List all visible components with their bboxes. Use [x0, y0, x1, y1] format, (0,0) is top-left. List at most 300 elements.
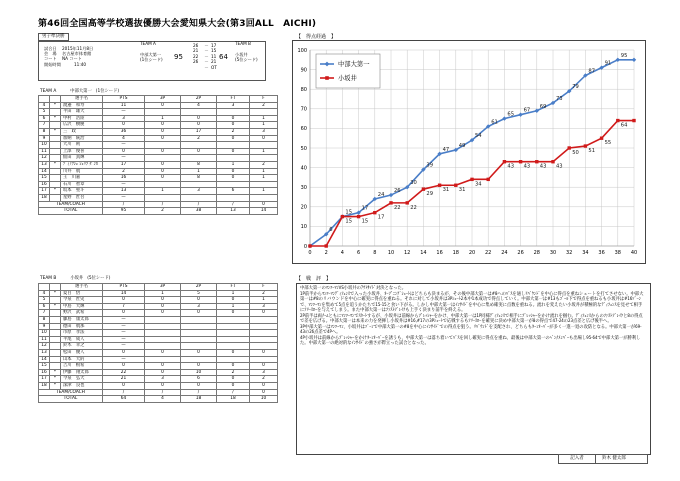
- points: 4: [103, 135, 145, 142]
- player-number: 5: [39, 109, 50, 116]
- coach-row-value: /: [217, 389, 250, 396]
- data-point: [584, 144, 587, 147]
- starter-mark: *: [50, 188, 61, 195]
- player-number: 7: [39, 310, 50, 317]
- data-point: [503, 160, 506, 163]
- fouls: 3: [250, 369, 278, 376]
- three-pointers: 0: [145, 102, 181, 109]
- two-pointers: 0: [181, 148, 217, 155]
- player-row: [39, 122, 278, 129]
- data-point: [535, 160, 538, 163]
- data-label: 87: [588, 68, 596, 75]
- player-number: 13: [39, 349, 50, 356]
- data-label: 49: [458, 142, 466, 149]
- x-tick-label: 4: [340, 250, 344, 256]
- points: —: [103, 356, 145, 363]
- two-pointers: [181, 356, 217, 363]
- team-b-seed: (5位シード): [235, 57, 258, 63]
- starter-mark: [50, 155, 61, 162]
- total-row-value: 95: [103, 208, 145, 215]
- team-b-stats-table: [38, 283, 278, 403]
- fouls: 2: [250, 290, 278, 297]
- two-pointers: [181, 336, 217, 343]
- game-summary-text: [300, 286, 646, 347]
- total-row-value: 14: [250, 208, 278, 215]
- data-point: [357, 215, 360, 218]
- starter-mark: [50, 349, 61, 356]
- data-label: 29: [426, 191, 434, 198]
- player-number: 18: [39, 194, 50, 201]
- three-pointers: [145, 330, 181, 337]
- starter-mark: [50, 316, 61, 323]
- two-pointers: 3: [181, 188, 217, 195]
- x-tick-label: 28: [533, 250, 540, 256]
- two-pointers: 0: [181, 349, 217, 356]
- player-row: [39, 303, 278, 310]
- total-row-value: 18: [181, 396, 217, 403]
- starter-mark: *: [50, 382, 61, 389]
- fouls: [250, 330, 278, 337]
- three-pointers: [145, 142, 181, 149]
- two-pointers: [181, 181, 217, 188]
- x-tick-label: 12: [404, 250, 411, 256]
- player-row: [39, 142, 278, 149]
- data-label: 15: [345, 209, 353, 216]
- x-tick-label: 20: [468, 250, 476, 256]
- player-number: 12: [39, 343, 50, 350]
- two-pointers: 0: [181, 115, 217, 122]
- player-row: [39, 168, 278, 175]
- free-throws: 0: [217, 175, 250, 182]
- data-point: [551, 160, 554, 163]
- points: 0: [103, 349, 145, 356]
- player-name: 山本 大的: [61, 356, 103, 363]
- data-label: 91: [604, 60, 612, 67]
- starter-mark: *: [50, 102, 61, 109]
- data-point: [487, 178, 490, 181]
- player-name: 広沢 樹慶: [61, 122, 103, 129]
- player-name: 鈴木 幸之: [61, 343, 103, 350]
- x-tick-label: 16: [436, 250, 443, 256]
- player-row: [39, 194, 278, 201]
- y-tick-label: 100: [297, 47, 307, 54]
- player-name: 平田 雄大: [61, 109, 103, 116]
- player-row: [39, 356, 278, 363]
- starter-mark: [50, 297, 61, 304]
- three-pointers: 0: [145, 297, 181, 304]
- y-tick-label: 70: [300, 106, 307, 113]
- free-throws: 2: [217, 369, 250, 376]
- three-pointers: 0: [145, 148, 181, 155]
- player-name: 平尾 成人: [61, 336, 103, 343]
- team-a-name: 中部大第一: [140, 52, 161, 57]
- player-row: [39, 115, 278, 122]
- data-label: 51: [588, 148, 596, 155]
- coach-row-value: /: [145, 389, 181, 396]
- points: 0: [103, 363, 145, 370]
- data-label: 17: [361, 205, 369, 212]
- data-label: 31: [458, 187, 466, 194]
- match-details: [44, 46, 93, 67]
- points: —: [103, 142, 145, 149]
- player-number: 18: [39, 382, 50, 389]
- free-throws: [217, 323, 250, 330]
- two-pointers: 8: [181, 161, 217, 168]
- two-pointers: 8: [181, 175, 217, 182]
- points: 0: [103, 122, 145, 129]
- player-number: 4: [39, 290, 50, 297]
- col-3p: 3P: [145, 96, 181, 103]
- starter-mark: *: [50, 128, 61, 135]
- player-number: 6: [39, 115, 50, 122]
- fouls: [250, 109, 278, 116]
- points: —: [103, 181, 145, 188]
- legend-label: 中部大第一: [338, 61, 370, 69]
- free-throws: [217, 194, 250, 201]
- player-number: 8: [39, 316, 50, 323]
- header-row: [39, 284, 278, 291]
- col-f: F: [250, 284, 278, 291]
- player-row: [39, 336, 278, 343]
- two-pointers: 4: [181, 102, 217, 109]
- starter-mark: *: [50, 115, 61, 122]
- round-label: 男子準決勝: [38, 33, 69, 41]
- player-number: 5: [39, 297, 50, 304]
- player-row: [39, 323, 278, 330]
- two-pointers: 0: [181, 363, 217, 370]
- player-name: 大川 則: [61, 142, 103, 149]
- y-tick-label: 90: [300, 67, 307, 74]
- coach-row-value: /: [181, 201, 217, 208]
- fouls: [250, 316, 278, 323]
- data-label: 26: [394, 188, 401, 195]
- player-name: 中村 浩陸: [61, 115, 103, 122]
- total-row-value: 13: [217, 208, 250, 215]
- free-throws: [217, 330, 250, 337]
- coach-row-label: TEAM/COACH: [39, 201, 103, 208]
- col-ft: FT: [217, 284, 250, 291]
- player-row: [39, 343, 278, 350]
- free-throws: 2: [217, 128, 250, 135]
- three-pointers: [145, 356, 181, 363]
- free-throws: 0: [217, 363, 250, 370]
- free-throws: [217, 142, 250, 149]
- team-b-section: TEAM B 小坂井 (5位シード): [40, 276, 111, 281]
- data-label: 54: [475, 133, 482, 140]
- data-label: 22: [410, 204, 417, 211]
- player-number: 12: [39, 155, 50, 162]
- free-throws: 1: [217, 303, 250, 310]
- fouls: 0: [250, 310, 278, 317]
- y-tick-label: 30: [300, 185, 307, 191]
- data-point: [632, 119, 635, 122]
- page-title: 第46回全国高等学校選抜優勝大会愛知県大会(第3回ALL AICHI): [38, 19, 317, 29]
- recorder-box: [558, 454, 648, 464]
- free-throws: 0: [217, 135, 250, 142]
- player-row: [39, 297, 278, 304]
- data-label: 30: [410, 180, 417, 187]
- y-tick-label: 50: [300, 145, 307, 152]
- y-tick-label: 20: [300, 204, 307, 211]
- col-player: 選手名: [61, 284, 103, 291]
- player-number: 16: [39, 181, 50, 188]
- data-point: [600, 137, 603, 140]
- data-point: [341, 215, 344, 218]
- coach-row-label: TEAM/COACH: [39, 389, 103, 396]
- two-pointers: 0: [181, 310, 217, 317]
- points: 0: [103, 297, 145, 304]
- total-row-label: TOTAL: [39, 208, 103, 215]
- points: —: [103, 316, 145, 323]
- points: 22: [103, 369, 145, 376]
- coach-row-value: /: [181, 389, 217, 396]
- x-tick-label: 14: [420, 250, 427, 256]
- player-number: 14: [39, 356, 50, 363]
- data-point: [632, 58, 636, 62]
- quarter-2: 21 － 15: [193, 48, 217, 54]
- info-row-venue: 会 場 名古屋市体育館: [44, 51, 92, 57]
- player-name: 渡邉 和寿: [61, 102, 103, 109]
- x-tick-label: 0: [308, 250, 312, 256]
- data-label: 55: [604, 140, 612, 147]
- three-pointers: [145, 109, 181, 116]
- points: 0: [103, 310, 145, 317]
- starter-mark: *: [50, 290, 61, 297]
- starter-mark: [50, 336, 61, 343]
- total-row-label: TOTAL: [39, 396, 103, 403]
- coach-row: [39, 389, 278, 396]
- coach-row-value: 0: [250, 201, 278, 208]
- data-label: 31: [442, 187, 450, 194]
- fouls: 0: [250, 135, 278, 142]
- player-row: [39, 128, 278, 135]
- quarter-1: 26 － 17: [193, 43, 217, 48]
- free-throws: [217, 316, 250, 323]
- player-name: 加納 統治: [61, 135, 103, 142]
- starter-mark: [50, 323, 61, 330]
- data-point: [422, 187, 425, 190]
- player-row: [39, 181, 278, 188]
- summary-paragraph: 3P中部大第一はﾏﾝﾂｰﾏﾝ、小坂井はｿﾞｰﾝで中部大第一の#8を中心にｲﾝｻｲﾄﾞでの得点を狙う。ﾘﾊﾞｳﾝﾄﾞを支配され、どちらもﾀｰﾝｵｰﾊﾞｰが多く一進一退の攻防となる。中部大第一が69-43の26点差で4Pへ。: [300, 324, 642, 335]
- x-tick-label: 8: [373, 250, 377, 256]
- fouls: 1: [250, 122, 278, 129]
- starter-mark: *: [50, 369, 61, 376]
- starter-mark: *: [50, 303, 61, 310]
- x-tick-label: 38: [614, 250, 621, 256]
- player-number: 14: [39, 168, 50, 175]
- points: —: [103, 336, 145, 343]
- three-pointers: 0: [145, 122, 181, 129]
- data-point: [568, 146, 571, 149]
- starter-mark: [50, 109, 61, 116]
- player-name: 今泉 匠史: [61, 297, 103, 304]
- data-point: [308, 244, 311, 247]
- player-row: [39, 148, 278, 155]
- free-throws: 1: [217, 161, 250, 168]
- points: —: [103, 343, 145, 350]
- points: 14: [103, 290, 145, 297]
- data-label: 64: [620, 122, 628, 129]
- data-point: [325, 244, 328, 247]
- player-name: 藤島 康太郎: [61, 316, 103, 323]
- player-name: 星野 匠吾: [61, 194, 103, 201]
- free-throws: 0: [217, 122, 250, 129]
- free-throws: 1: [217, 290, 250, 297]
- fouls: [250, 336, 278, 343]
- info-row-date: 試合日 2015年11月8日: [44, 46, 94, 51]
- points: —: [103, 330, 145, 337]
- player-number: 11: [39, 148, 50, 155]
- free-throws: 0: [217, 349, 250, 356]
- info-row-start: 開始時間 11:40: [44, 61, 87, 67]
- two-pointers: 0: [181, 297, 217, 304]
- quarter-3: 22 － 11: [193, 53, 217, 59]
- free-throws: 0: [217, 297, 250, 304]
- data-label: 65: [507, 111, 515, 118]
- player-name: 夏目 悟: [61, 290, 103, 297]
- player-row: [39, 161, 278, 168]
- player-row: [39, 135, 278, 142]
- player-number: 16: [39, 369, 50, 376]
- points: 3: [103, 115, 145, 122]
- points: —: [103, 323, 145, 330]
- team-b-label: TEAM B: [235, 41, 251, 46]
- starter-mark: [50, 310, 61, 317]
- two-pointers: 10: [181, 369, 217, 376]
- player-number: 15: [39, 363, 50, 370]
- points: —: [103, 155, 145, 162]
- player-number: 4: [39, 102, 50, 109]
- total-row-value: 18: [217, 396, 250, 403]
- x-tick-label: 24: [501, 250, 508, 256]
- three-pointers: 0: [145, 161, 181, 168]
- data-point: [519, 160, 522, 163]
- summary-paragraph: 4P小坂井は前線からﾌﾟﾚｯｼｬｰをかけﾀｰﾝｵｰﾊﾞｰを誘うも、中部大第一は落ち着いてﾊﾟｽを回し確実に得点を重ね、最後は中部大第一のﾍﾞﾝﾁﾒﾝﾊﾞｰも出場し95-64で中部大第一が勝利した。中部大第一の絶対的なｲﾝｻｲﾄﾞの強さが際立った試合となった。: [300, 335, 641, 346]
- team-a-seed: (1位シード): [140, 57, 163, 63]
- three-pointers: [145, 181, 181, 188]
- total-row-value: 2: [145, 208, 181, 215]
- player-row: [39, 382, 278, 389]
- data-label: 24: [377, 191, 385, 198]
- summary-paragraph: 2P前半は両ﾁｰﾑともにﾏﾝﾂｰﾏﾝでｽﾀｰﾄするが、小坂井は前線からﾌﾟﾚｯｼｬｰをかけ、中部大第一は1P同様ﾃﾞｨﾌｪﾝｽで相手にﾌﾟﾚｯｼｬｰをかけ流れを掴む。ﾃﾞｨﾌｪﾝｽからのﾌｧｽﾄﾌﾞﾚｲｸと8の得点で差を広げる。中部大第一は本来の力を発揮し小坂井は#16,#17の3Pｼｭｰﾄで応戦するもﾌﾘｰｽﾛｰを確実に決め中部大第一が8の得点で47-24の23点差と広げ後半へ。: [300, 313, 643, 324]
- data-label: 69: [539, 103, 547, 110]
- quarter-scores: [193, 43, 217, 70]
- data-label: 43: [507, 163, 515, 170]
- chart-section-label: 【 得点経過 】: [296, 34, 337, 40]
- two-pointers: [181, 194, 217, 201]
- team-a-name-box: [140, 52, 163, 62]
- fouls: [250, 323, 278, 330]
- total-row: [39, 208, 278, 215]
- data-point: [616, 119, 619, 122]
- player-row: [39, 102, 278, 109]
- data-point: [518, 112, 522, 116]
- points: —: [103, 194, 145, 201]
- fouls: 1: [250, 148, 278, 155]
- two-pointers: 1: [181, 168, 217, 175]
- fouls: 3: [250, 128, 278, 135]
- free-throws: [217, 181, 250, 188]
- three-pointers: 0: [145, 349, 181, 356]
- summary-section-label: 【 戦 評 】: [296, 276, 332, 282]
- team-a-label: TEAM A: [140, 41, 156, 46]
- x-tick-label: 34: [582, 250, 589, 256]
- team-a-stats-table: [38, 95, 278, 215]
- points: 0: [103, 382, 145, 389]
- starter-mark: [50, 148, 61, 155]
- player-row: [39, 376, 278, 383]
- points: 16: [103, 175, 145, 182]
- data-label: 50: [572, 150, 579, 156]
- quarter-4: 26 － 21: [193, 59, 217, 65]
- x-tick-label: 26: [517, 250, 524, 256]
- player-name: 松田 優人: [61, 349, 103, 356]
- points: —: [103, 109, 145, 116]
- y-tick-label: 60: [300, 126, 307, 133]
- two-pointers: 2: [181, 135, 217, 142]
- two-pointers: 0: [181, 122, 217, 129]
- player-name: 今泉 弘大: [61, 376, 103, 383]
- player-name: 川井 航: [61, 168, 103, 175]
- col-pts: PTS: [103, 96, 145, 103]
- points: 17: [103, 161, 145, 168]
- col-2p: 2P: [181, 96, 217, 103]
- legend-label: 小坂井: [338, 75, 357, 83]
- player-name: 王 川嘉: [61, 175, 103, 182]
- player-name: ﾃﾞｨｱｸｼｪ ｼｪﾘﾌ ﾀﾞﾝｶ: [61, 161, 103, 168]
- data-point: [389, 201, 392, 204]
- two-pointers: [181, 316, 217, 323]
- free-throws: [217, 356, 250, 363]
- player-name: 深津 良也: [61, 382, 103, 389]
- free-throws: 0: [217, 168, 250, 175]
- summary-paragraph: 1P前半からﾏﾝﾂｰﾏﾝﾃﾞｨﾌｪﾝｽで入った小坂井、ｵｰﾌﾟﾆﾝｸﾞｼｭｰﾄはどちらも決まるが、その後中部大第一は#8へのﾊﾟｽを通しﾘﾊﾞｳﾝﾄﾞを中心に得点を重ねシュートを打てさせない。中部大第一は#8のリバウンドを中心に確実に得点を重ねる。それに対して小坂井は3Pｼｭｰﾄ2本中1本成功で得点していく。中部大第一は#13もｺﾞｰﾙ下で得点を重ねるも小坂井は#16ｿﾞｰﾝで、ﾏﾝﾂｰﾏﾝを集めて5点を追うかたちで15-15と食い下がる。しかし中部大第一はｲﾝｻｲﾄﾞを中心に集め確実に点数を重ねる。流れを変えたい小坂井が積極的なﾃﾞｨﾌｪﾝｽを見せて相手にﾌﾘｰｽﾛｰを与えてしまう。また中部大第一はﾌｧｽﾄﾌﾞﾚｲｸも上手く決まり前半を終える。: [300, 291, 644, 313]
- three-pointers: 0: [145, 369, 181, 376]
- x-tick-label: 10: [387, 250, 395, 256]
- col-3p: 3P: [145, 284, 181, 291]
- fouls: 2: [250, 161, 278, 168]
- fouls: 1: [250, 175, 278, 182]
- free-throws: [217, 109, 250, 116]
- data-label: 79: [572, 84, 579, 91]
- y-tick-label: 40: [300, 165, 307, 172]
- col-player: 選手名: [61, 96, 103, 103]
- three-pointers: 0: [145, 382, 181, 389]
- data-label: 15: [345, 218, 353, 225]
- three-pointers: 0: [145, 310, 181, 317]
- recorder-name: 鈴木 健太郎: [602, 456, 626, 461]
- two-pointers: 5: [181, 290, 217, 297]
- starter-mark: [50, 330, 61, 337]
- two-pointers: 0: [181, 382, 217, 389]
- player-number: 6: [39, 303, 50, 310]
- starter-mark: [50, 135, 61, 142]
- player-row: [39, 310, 278, 317]
- col-ft: FT: [217, 96, 250, 103]
- col-2p: 2P: [181, 284, 217, 291]
- player-number: 8: [39, 128, 50, 135]
- free-throws: [217, 155, 250, 162]
- player-name: 坂本 聖斗: [61, 188, 103, 195]
- fouls: 1: [250, 297, 278, 304]
- legend: [316, 54, 380, 88]
- points: 36: [103, 128, 145, 135]
- legend-marker: [325, 76, 329, 80]
- three-pointers: [145, 155, 181, 162]
- free-throws: 0: [217, 148, 250, 155]
- fouls: 2: [250, 102, 278, 109]
- fouls: [250, 181, 278, 188]
